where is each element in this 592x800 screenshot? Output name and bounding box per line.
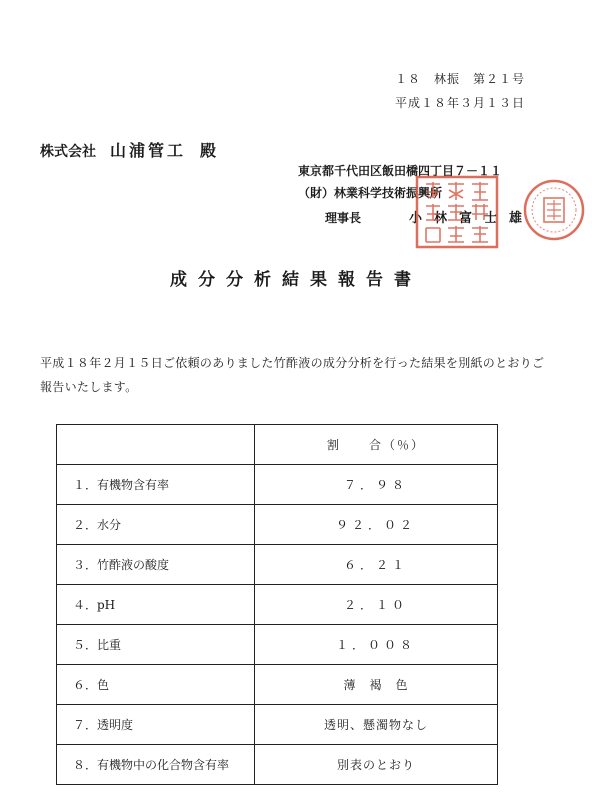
table-header-row <box>57 425 498 465</box>
table-row <box>57 625 498 665</box>
table-row <box>57 465 498 505</box>
header-ratio-cell: 割 合（％） <box>255 425 498 465</box>
table-row <box>57 745 498 785</box>
table-row <box>57 505 498 545</box>
recipient <box>40 138 216 161</box>
sender-title: 理事長 <box>325 211 362 225</box>
row-value: 別表のとおり <box>255 745 498 785</box>
row-value: ７．９８ <box>255 465 498 505</box>
sender-organization: （財）林業科学技術振興所 <box>298 186 443 200</box>
results-table <box>56 424 498 785</box>
recipient-company-name: 山浦管工 <box>110 141 187 160</box>
row-value: 薄 褐 色 <box>255 665 498 705</box>
row-item-label: ７．透明度 <box>57 705 255 745</box>
organization-seal-stamp <box>414 174 500 250</box>
row-value: ９２．０２ <box>255 505 498 545</box>
document-number: １８ 林振 第２１号 <box>395 72 526 86</box>
row-item-label: １．有機物含有率 <box>57 465 255 505</box>
row-value: ６．２１ <box>255 545 498 585</box>
row-item-label: ５．比重 <box>57 625 255 665</box>
table-row <box>57 665 498 705</box>
row-value: １．００８ <box>255 625 498 665</box>
row-item-label: ８．有機物中の化合物含有率 <box>57 745 255 785</box>
row-item-label: ２．水分 <box>57 505 255 545</box>
recipient-honorific: 殿 <box>200 141 217 160</box>
sender-name: 小林富士雄 <box>409 211 535 226</box>
recipient-company-prefix: 株式会社 <box>40 144 96 160</box>
round-seal-stamp <box>522 178 586 242</box>
row-item-label: ６．色 <box>57 665 255 705</box>
document-date: 平成１８年３月１３日 <box>395 96 526 110</box>
table-row <box>57 585 498 625</box>
sender-address: 東京都千代田区飯田橋四丁目７－１１ <box>298 164 503 178</box>
table-row <box>57 705 498 745</box>
body-paragraph: 平成１８年２月１５日ご依頼のありました竹酢液の成分分析を行った結果を別紙のとおりご報告いたします。 <box>40 356 545 394</box>
row-value: ２．１０ <box>255 585 498 625</box>
header-item-cell <box>57 425 255 465</box>
table-row <box>57 545 498 585</box>
row-value: 透明、懸濁物なし <box>255 705 498 745</box>
document-title: 成分分析結果報告書 <box>170 270 422 290</box>
row-item-label: ３．竹酢液の酸度 <box>57 545 255 585</box>
row-item-label: ４．pH <box>57 585 255 625</box>
